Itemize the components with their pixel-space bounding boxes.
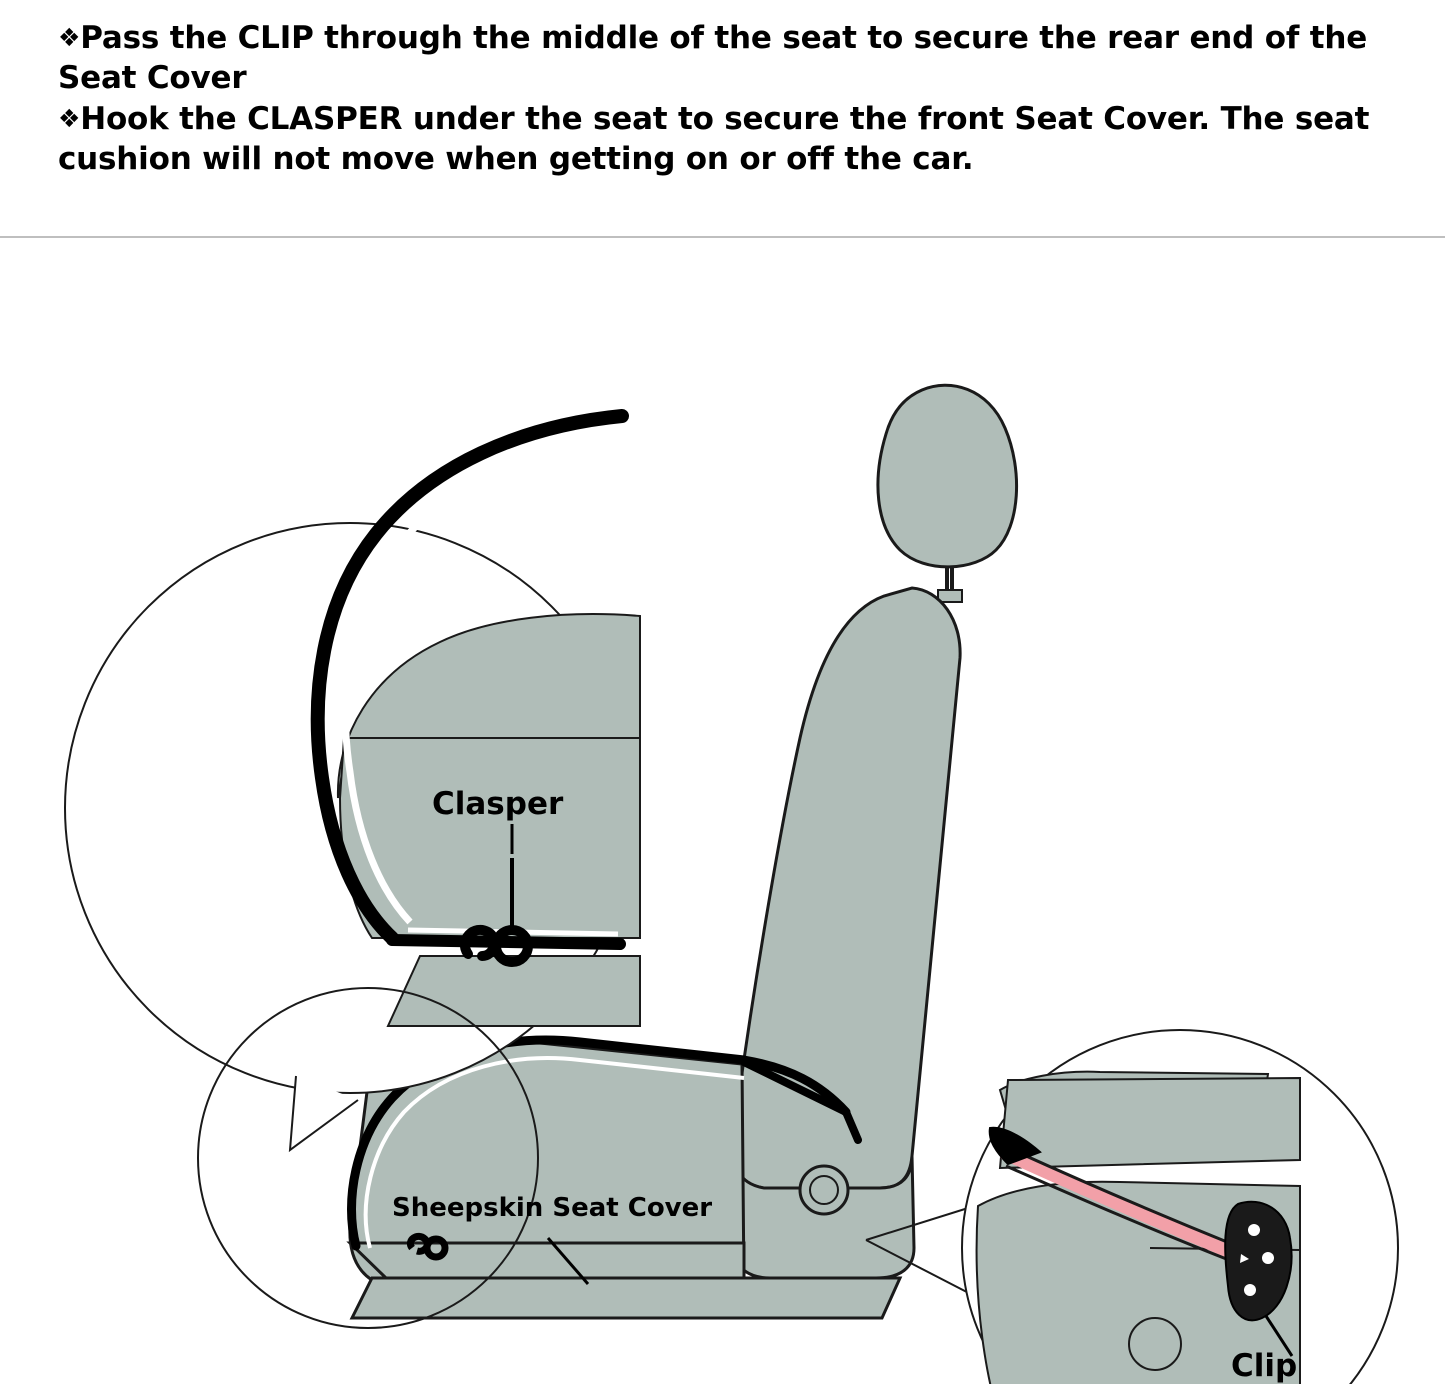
instructions-panel xyxy=(0,0,1445,238)
recliner-knob-inner xyxy=(810,1176,838,1204)
magnified-backrest-upper xyxy=(1000,1078,1300,1168)
magnified-recliner-knob xyxy=(1129,1318,1181,1370)
magnified-cover-hem xyxy=(392,940,620,944)
instruction-line-1-text: Pass the CLIP through the middle of the seat to secure the rear end of the Seat Cover xyxy=(58,20,1378,97)
instruction-line-2-text: Hook the CLASPER under the seat to secure the front Seat Cover. The seat cushion will not move when getting on or off the car. xyxy=(58,100,1380,177)
instruction-line-2 xyxy=(58,99,1405,180)
seat-back-shape xyxy=(733,588,960,1188)
label-clip: Clip xyxy=(1231,1348,1298,1384)
magnified-cushion-lower xyxy=(340,738,640,938)
diamond-bullet-icon: ❖ xyxy=(58,103,81,133)
label-clasper: Clasper xyxy=(432,786,564,822)
headrest-post-base xyxy=(938,590,962,602)
seat-base-plate xyxy=(352,1278,900,1318)
diamond-bullet-icon: ❖ xyxy=(58,23,81,52)
diagram-svg xyxy=(0,238,1445,1318)
label-sheepskin-seat-cover: Sheepskin Seat Cover xyxy=(392,1193,713,1223)
headrest-shape xyxy=(878,385,1017,567)
clip-magnifier-callout xyxy=(962,1030,1398,1384)
seat-cover-diagram xyxy=(0,238,1445,1384)
instruction-line-1 xyxy=(58,18,1405,99)
